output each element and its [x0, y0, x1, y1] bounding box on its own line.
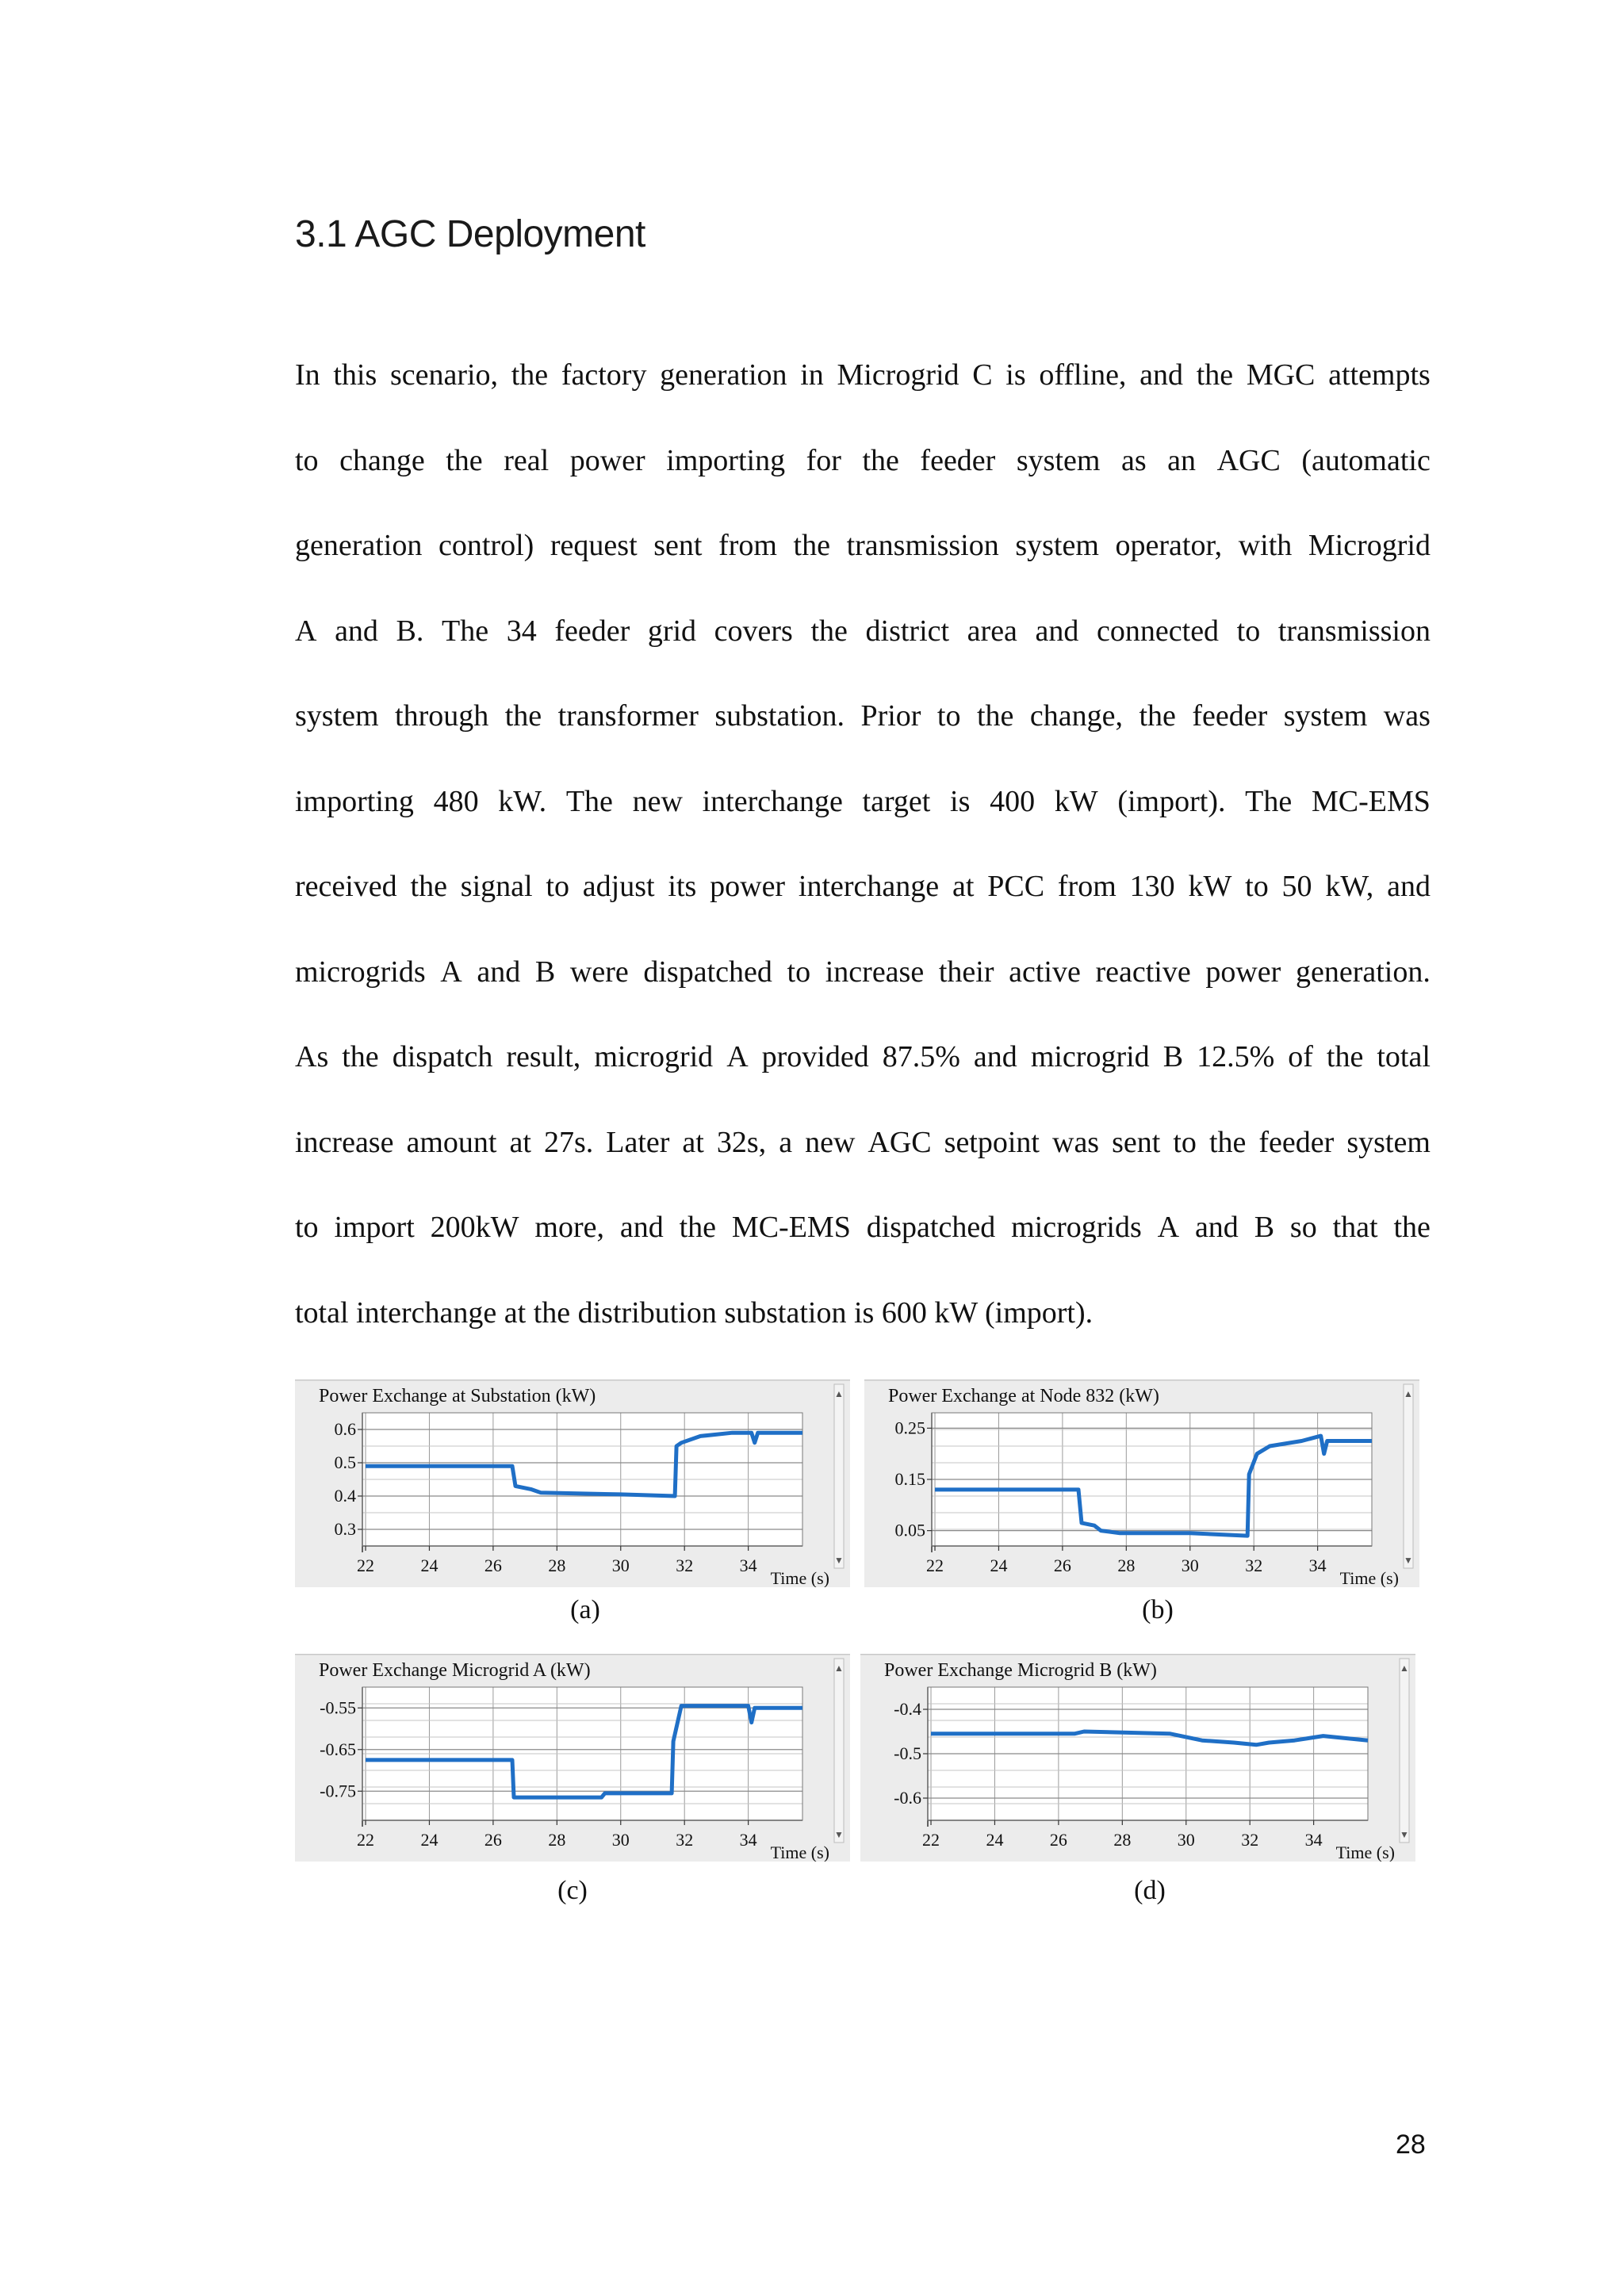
x-tick-label: 28 — [1117, 1556, 1136, 1575]
y-tick-label: 0.5 — [334, 1452, 356, 1472]
x-tick-label: 22 — [357, 1830, 375, 1850]
x-tick-label: 30 — [611, 1830, 630, 1850]
caption-d: (d) — [1134, 1876, 1166, 1905]
chart-svg — [295, 1654, 850, 1862]
y-tick-label: -0.6 — [894, 1788, 921, 1808]
x-tick-label: 34 — [1308, 1556, 1327, 1575]
caption-a: (a) — [570, 1595, 600, 1624]
chart-title: Power Exchange at Node 832 (kW) — [888, 1386, 1159, 1406]
x-tick-label: 32 — [1241, 1830, 1259, 1850]
x-tick-label: 34 — [739, 1830, 757, 1850]
x-tick-label: 32 — [1245, 1556, 1263, 1575]
scroll-up-arrow-icon[interactable]: ▲ — [1404, 1388, 1413, 1399]
paragraph-line: generation control) request sent from the transmission system operator, with Microgrid — [295, 529, 1431, 562]
paragraph-line: In this scenario, the factory generation in Microgrid C is offline, and the MGC attempts — [295, 358, 1431, 392]
chart-svg — [295, 1380, 850, 1587]
figure-c — [295, 1654, 850, 1862]
y-tick-label: 0.05 — [894, 1520, 925, 1540]
paragraph-line: importing 480 kW. The new interchange target is 400 kW (import). The MC-EMS — [295, 784, 1431, 818]
scroll-down-arrow-icon[interactable]: ▼ — [1404, 1555, 1413, 1566]
scroll-up-arrow-icon[interactable]: ▲ — [834, 1388, 844, 1399]
y-tick-label: 0.15 — [894, 1469, 925, 1489]
x-tick-label: 26 — [1053, 1556, 1071, 1575]
x-tick-label: 26 — [484, 1556, 502, 1575]
scrollbar[interactable] — [834, 1659, 844, 1843]
x-axis-label: Time (s) — [770, 1843, 829, 1862]
x-tick-label: 34 — [1304, 1830, 1323, 1850]
figure-b — [864, 1380, 1419, 1587]
scroll-down-arrow-icon[interactable]: ▼ — [834, 1829, 844, 1840]
scrollbar[interactable] — [1400, 1659, 1409, 1843]
y-tick-label: -0.5 — [894, 1743, 921, 1763]
x-tick-label: 22 — [926, 1556, 944, 1575]
paragraph-line: microgrids A and B were dispatched to increase their active reactive power generation. — [295, 955, 1431, 989]
y-tick-label: 0.3 — [334, 1519, 356, 1539]
paragraph-line: system through the transformer substation. Prior to the change, the feeder system was — [295, 699, 1431, 733]
paragraph-line: As the dispatch result, microgrid A provided 87.5% and microgrid B 12.5% of the total — [295, 1040, 1431, 1073]
paragraph-line: total interchange at the distribution substation is 600 kW (import). — [295, 1295, 1094, 1330]
paragraph-line: to change the real power importing for the feeder system as an AGC (automatic — [295, 443, 1431, 477]
x-tick-label: 26 — [1049, 1830, 1067, 1850]
caption-b: (b) — [1142, 1595, 1174, 1624]
x-tick-label: 22 — [922, 1830, 940, 1850]
y-tick-label: -0.4 — [894, 1699, 921, 1719]
caption-c: (c) — [557, 1876, 588, 1905]
scrollbar[interactable] — [834, 1384, 844, 1568]
paragraph-line: increase amount at 27s. Later at 32s, a new AGC setpoint was sent to the feeder system — [295, 1125, 1431, 1159]
x-tick-label: 24 — [420, 1556, 439, 1575]
paragraph-line: received the signal to adjust its power interchange at PCC from 130 kW to 50 kW, and — [295, 870, 1431, 903]
x-tick-label: 24 — [420, 1830, 439, 1850]
scroll-down-arrow-icon[interactable]: ▼ — [1400, 1829, 1409, 1840]
chart-svg — [860, 1654, 1415, 1862]
scroll-up-arrow-icon[interactable]: ▲ — [834, 1663, 844, 1674]
scrollbar[interactable] — [1404, 1384, 1413, 1568]
chart-title: Power Exchange at Substation (kW) — [319, 1386, 596, 1406]
scroll-up-arrow-icon[interactable]: ▲ — [1400, 1663, 1409, 1674]
x-tick-label: 30 — [611, 1556, 630, 1575]
paragraph-line: to import 200kW more, and the MC-EMS dispatched microgrids A and B so that the — [295, 1211, 1431, 1244]
x-tick-label: 24 — [990, 1556, 1008, 1575]
x-axis-label: Time (s) — [1335, 1843, 1395, 1862]
x-axis-label: Time (s) — [1339, 1568, 1399, 1587]
paragraph-line: A and B. The 34 feeder grid covers the district area and connected to transmission — [295, 614, 1431, 648]
y-tick-label: 0.25 — [894, 1418, 925, 1438]
x-tick-label: 28 — [548, 1830, 566, 1850]
x-tick-label: 28 — [548, 1556, 566, 1575]
x-tick-label: 26 — [484, 1830, 502, 1850]
x-tick-label: 28 — [1113, 1830, 1132, 1850]
page-number: 28 — [1396, 2130, 1426, 2160]
y-tick-label: -0.75 — [320, 1781, 356, 1801]
chart-title: Power Exchange Microgrid B (kW) — [884, 1660, 1157, 1681]
y-tick-label: 0.6 — [334, 1419, 356, 1439]
x-tick-label: 32 — [676, 1556, 694, 1575]
figure-a — [295, 1380, 850, 1587]
chart-title: Power Exchange Microgrid A (kW) — [319, 1660, 591, 1681]
x-tick-label: 22 — [357, 1556, 375, 1575]
body-paragraph — [295, 333, 1431, 1356]
x-tick-label: 24 — [986, 1830, 1004, 1850]
x-tick-label: 34 — [739, 1556, 757, 1575]
x-tick-label: 30 — [1177, 1830, 1195, 1850]
figure-d — [860, 1654, 1415, 1862]
scroll-down-arrow-icon[interactable]: ▼ — [834, 1555, 844, 1566]
y-tick-label: -0.55 — [320, 1697, 356, 1718]
section-heading: 3.1 AGC Deployment — [295, 213, 645, 255]
x-tick-label: 32 — [676, 1830, 694, 1850]
chart-svg — [864, 1380, 1419, 1587]
x-tick-label: 30 — [1181, 1556, 1199, 1575]
y-tick-label: -0.65 — [320, 1739, 356, 1759]
x-axis-label: Time (s) — [770, 1568, 829, 1587]
y-tick-label: 0.4 — [334, 1486, 356, 1506]
